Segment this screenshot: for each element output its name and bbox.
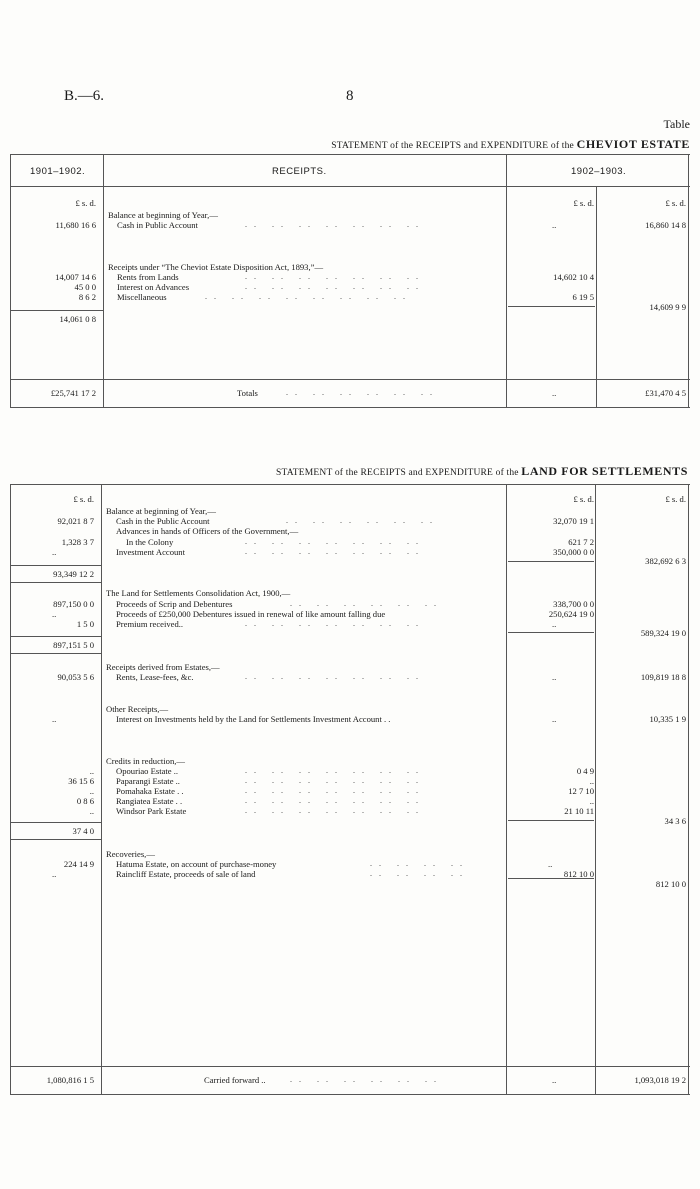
lfs-credit-cur: 21 10 11 — [564, 806, 594, 816]
cheviot-totals-prev: £25,741 17 2 — [50, 388, 96, 398]
cheviot-subtotal-prev: 14,061 0 8 — [59, 314, 96, 324]
lfs-scrip-prev: 897,150 0 0 — [53, 599, 94, 609]
lfs-premium-cur: .. — [552, 619, 557, 629]
lfs-credit-label: Rangiatea Estate . . — [116, 796, 183, 806]
cheviot-interest-label: Interest on Advances — [117, 282, 190, 292]
lfs-carried-cur: 1,093,018 19 2 — [634, 1075, 686, 1085]
lfs-rents-prev: 90,053 5 6 — [57, 672, 94, 682]
lfs-cash-cur: 32,070 19 1 — [553, 516, 594, 526]
cheviot-lsd-mid: £ s. d. — [573, 198, 594, 208]
cheviot-lsd-prev: £ s. d. — [75, 198, 96, 208]
lfs-hatuma-label: Hatuma Estate, on account of purchase-money — [116, 859, 277, 869]
lfs-rents-mid: .. — [552, 672, 557, 682]
lfs-interest-mid: .. — [552, 714, 557, 724]
lfs-statement-title — [276, 464, 688, 479]
lfs-investment-label: Investment Account — [116, 547, 185, 557]
lfs-colony-label: In the Colony — [126, 537, 174, 547]
lfs-credit-label: Paparangi Estate .. — [116, 776, 180, 786]
lfs-raincliff-prev: .. — [52, 869, 57, 879]
lfs-credits-sub-cur: 34 3 6 — [664, 816, 686, 826]
lfs-colony-prev: 1,328 3 7 — [61, 537, 94, 547]
lfs-recoveries-heading: Recoveries,— — [106, 849, 155, 859]
lfs-cash-label: Cash in the Public Account — [116, 516, 210, 526]
lfs-credit-cur: 0 4 9 — [576, 766, 594, 776]
lfs-rents-label: Rents, Lease-fees, &c. — [116, 672, 194, 682]
lfs-title-bold: LAND FOR SETTLEMENTS — [521, 464, 688, 478]
lfs-hatuma-prev: 224 14 9 — [63, 859, 94, 869]
lfs-investment-cur: 350,000 0 0 — [553, 547, 594, 557]
lfs-cash-prev: 92,021 8 7 — [57, 516, 94, 526]
cheviot-receipts-heading: Receipts under “The Cheviot Estate Disposition Act, 1893,”— — [108, 262, 324, 272]
lfs-carried-label: Carried forward .. — [204, 1075, 266, 1085]
lfs-credit-prev: .. — [89, 766, 94, 776]
lfs-credit-label: Windsor Park Estate — [116, 806, 187, 816]
lfs-act-sub-prev: 897,151 5 0 — [53, 640, 94, 650]
cheviot-col-cur-year: 1902–1903. — [571, 166, 627, 177]
cheviot-misc-prev: 8 6 2 — [78, 292, 96, 302]
cheviot-col-prev-year: 1901–1902. — [30, 166, 86, 177]
lfs-raincliff-cur: 812 10 0 — [563, 869, 594, 879]
lfs-credit-prev: .. — [89, 806, 94, 816]
table-label: Table — [663, 117, 690, 131]
lfs-investment-prev: .. — [52, 547, 57, 557]
lfs-lsd-mid: £ s. d. — [573, 494, 594, 504]
lfs-other-heading: Other Receipts,— — [106, 704, 169, 714]
cheviot-cash-cur-mid: .. — [552, 220, 557, 230]
cheviot-totals-mid: .. — [552, 388, 557, 398]
lfs-interest-label: Interest on Investments held by the Land for Settlements Investment Account . . — [116, 714, 391, 724]
cheviot-totals-label: Totals — [237, 388, 258, 398]
cheviot-title-bold: CHEVIOT ESTATE — [576, 137, 690, 151]
lfs-premium-prev: 1 5 0 — [76, 619, 94, 629]
lfs-carried-mid: .. — [552, 1075, 557, 1085]
lfs-credit-label: Pomahaka Estate . . — [116, 786, 184, 796]
lfs-interest-cur: 10,335 1 9 — [649, 714, 686, 724]
cheviot-rents-cur: 14,602 10 4 — [553, 272, 594, 282]
cheviot-totals-cur: £31,470 4 5 — [645, 388, 686, 398]
cheviot-balance-heading: Balance at beginning of Year,— — [108, 210, 218, 220]
lfs-recoveries-total: 812 10 0 — [655, 879, 686, 889]
lfs-debentures-cur: 250,624 19 0 — [548, 609, 594, 619]
lfs-scrip-cur: 338,700 0 0 — [553, 599, 594, 609]
lfs-premium-label: Premium received.. — [116, 619, 184, 629]
lfs-interest-prev: .. — [52, 714, 57, 724]
lfs-act-sub-cur: 589,324 19 0 — [640, 628, 686, 638]
document-reference: B.—6. — [64, 88, 105, 104]
lfs-balance-heading: Balance at beginning of Year,— — [106, 506, 216, 516]
lfs-credits-sub-prev: 37 4 0 — [72, 826, 94, 836]
cheviot-statement-title — [331, 137, 690, 152]
lfs-credit-cur: .. — [589, 796, 594, 806]
lfs-credits-heading: Credits in reduction,— — [106, 756, 186, 766]
page-number: 8 — [346, 88, 354, 104]
cheviot-cash-prev: 11,680 16 6 — [55, 220, 96, 230]
cheviot-misc-label: Miscellaneous — [117, 292, 167, 302]
lfs-raincliff-label: Raincliff Estate, proceeds of sale of land — [116, 869, 256, 879]
cheviot-rents-prev: 14,007 14 6 — [55, 272, 96, 282]
lfs-carried-prev: 1,080,816 1 5 — [46, 1075, 94, 1085]
lfs-credit-prev: 36 15 6 — [68, 776, 94, 786]
lfs-credit-cur: 12 7 10 — [568, 786, 594, 796]
lfs-lsd-prev: £ s. d. — [73, 494, 94, 504]
lfs-credit-prev: 0 8 6 — [76, 796, 94, 806]
cheviot-subtotal-cur: 14,609 9 9 — [649, 302, 686, 312]
cheviot-lsd-cur: £ s. d. — [665, 198, 686, 208]
cheviot-col-receipts: RECEIPTS. — [272, 166, 327, 177]
lfs-scrip-label: Proceeds of Scrip and Debentures — [116, 599, 233, 609]
cheviot-cash-cur-total: 16,860 14 8 — [645, 220, 686, 230]
lfs-advances-label: Advances in hands of Officers of the Government,— — [116, 526, 299, 536]
cheviot-interest-prev: 45 0 0 — [74, 282, 96, 292]
lfs-balance-sub-cur: 382,692 6 3 — [645, 556, 686, 566]
cheviot-cash-label: Cash in Public Account — [117, 220, 198, 230]
lfs-hatuma-cur: .. — [548, 859, 553, 869]
cheviot-title-prefix: STATEMENT of the RECEIPTS and EXPENDITURE of the — [331, 141, 577, 151]
lfs-credit-cur: .. — [589, 776, 594, 786]
cheviot-misc-cur: 6 19 5 — [572, 292, 594, 302]
cheviot-rents-label: Rents from Lands — [117, 272, 179, 282]
lfs-lsd-cur: £ s. d. — [665, 494, 686, 504]
lfs-act-heading: The Land for Settlements Consolidation Act, 1900,— — [106, 588, 291, 598]
lfs-debentures-prev: .. — [52, 609, 57, 619]
lfs-balance-sub-prev: 93,349 12 2 — [53, 569, 94, 579]
lfs-colony-cur: 621 7 2 — [568, 537, 594, 547]
lfs-title-prefix: STATEMENT of the RECEIPTS and EXPENDITURE of the — [276, 468, 522, 478]
lfs-estates-heading: Receipts derived from Estates,— — [106, 662, 220, 672]
lfs-credit-label: Opouriao Estate .. — [116, 766, 179, 776]
lfs-rents-cur: 109,819 18 8 — [640, 672, 686, 682]
lfs-credit-prev: .. — [89, 786, 94, 796]
lfs-debentures-label: Proceeds of £250,000 Debentures issued in renewal of like amount falling due — [116, 609, 386, 619]
